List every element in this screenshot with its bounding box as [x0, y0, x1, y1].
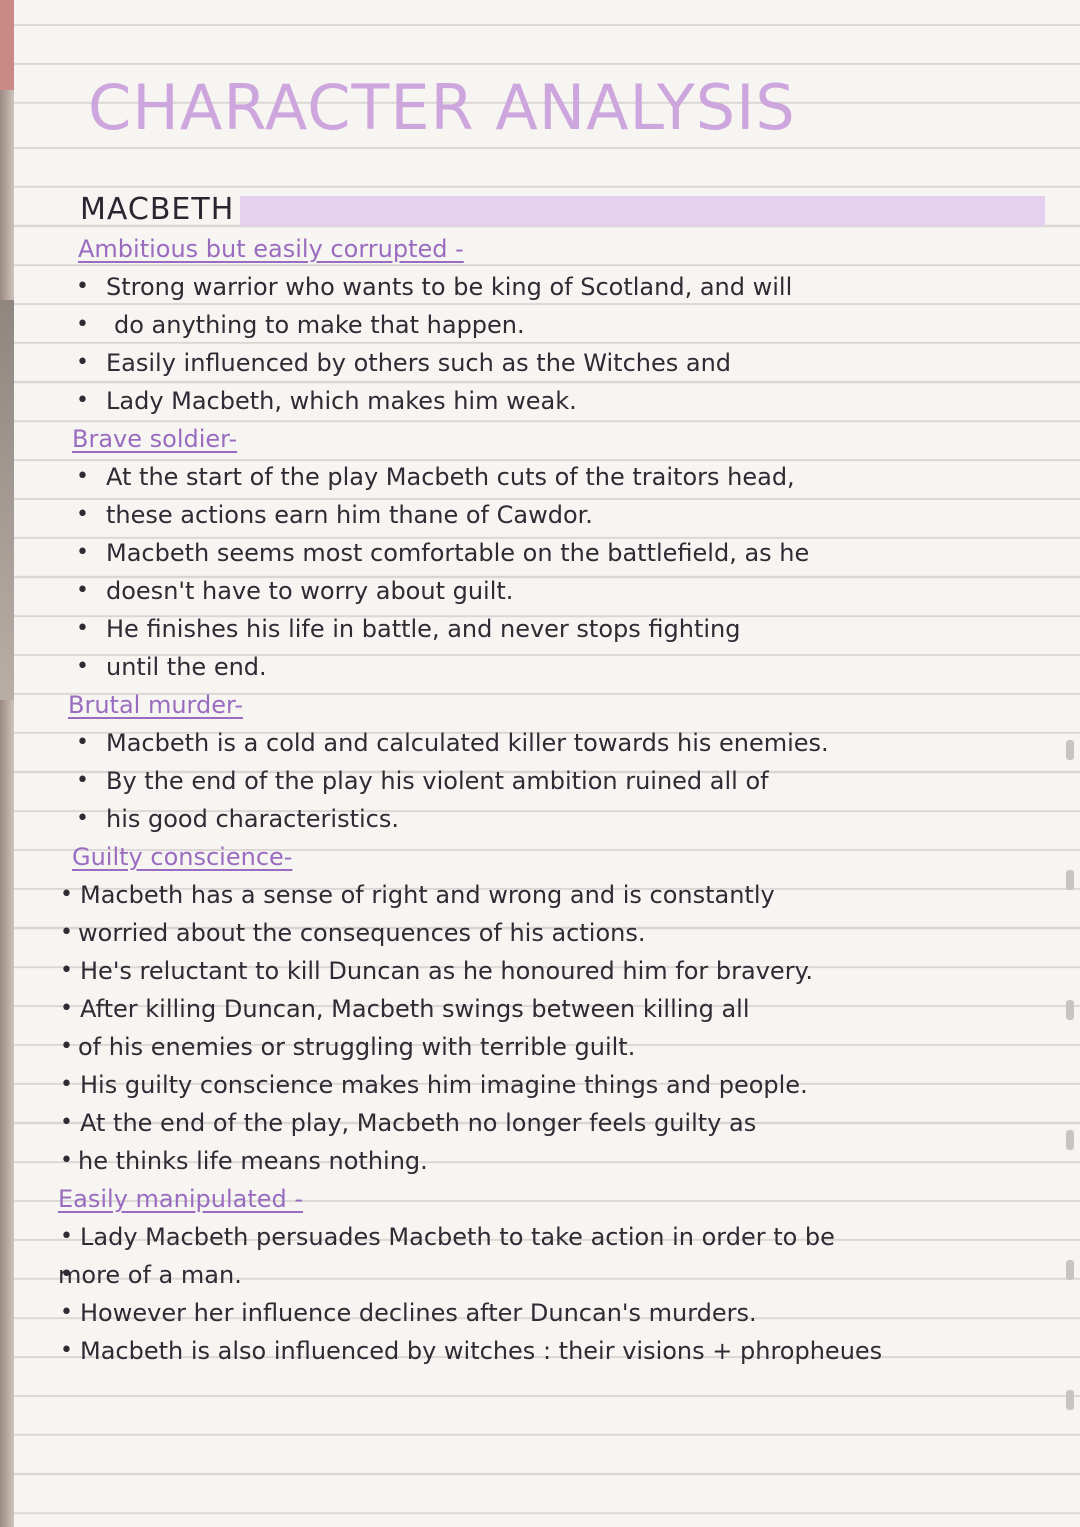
note-line: Lady Macbeth persuades Macbeth to take action in order to be [80, 1223, 835, 1251]
note-line: His guilty conscience makes him imagine things and people. [80, 1071, 808, 1099]
note-line: of his enemies or struggling with terrible guilt. [78, 1033, 636, 1061]
note-bullet [58, 1104, 1048, 1142]
note-continuation [58, 914, 1048, 952]
note-line: these actions earn him thane of Cawdor. [106, 501, 593, 529]
note-line: doesn't have to worry about guilt. [106, 577, 514, 605]
note-bullet [58, 1294, 1048, 1332]
note-line: At the end of the play, Macbeth no longer feels guilty as [80, 1109, 757, 1137]
note-continuation [58, 496, 1048, 534]
note-bullet [58, 458, 1048, 496]
character-heading [58, 188, 1048, 230]
note-bullet [58, 762, 1048, 800]
note-line: do anything to make that happen. [114, 311, 525, 339]
note-line: Easily influenced by others such as the Witches and [106, 349, 732, 377]
note-bullet [58, 990, 1048, 1028]
character-name: MACBETH [80, 191, 235, 227]
note-continuation [58, 1256, 1048, 1294]
note-line: Macbeth has a sense of right and wrong and is constantly [80, 881, 775, 909]
note-continuation [58, 1028, 1048, 1066]
note-line: Macbeth is a cold and calculated killer towards his enemies. [106, 729, 829, 757]
note-line: worried about the consequences of his actions. [78, 919, 646, 947]
section-heading: Ambitious but easily corrupted - [78, 235, 464, 263]
section-heading: Brutal murder- [68, 691, 243, 719]
note-line: he thinks life means nothing. [78, 1147, 428, 1175]
note-line: until the end. [106, 653, 267, 681]
note-bullet [58, 876, 1048, 914]
notebook-ring [1066, 1000, 1074, 1020]
note-line: By the end of the play his violent ambition ruined all of [106, 767, 769, 795]
note-line: Lady Macbeth, which makes him weak. [106, 387, 577, 415]
notes-content [58, 188, 1048, 1370]
note-line: At the start of the play Macbeth cuts of the traitors head, [106, 463, 795, 491]
note-bullet [58, 534, 1048, 572]
note-line: Strong warrior who wants to be king of Scotland, and will [106, 273, 793, 301]
note-line: He's reluctant to kill Duncan as he honoured him for bravery. [80, 957, 813, 985]
note-continuation [58, 648, 1048, 686]
notebook-ring [1066, 1260, 1074, 1280]
page-title: CHARACTER ANALYSIS [88, 71, 796, 144]
note-continuation [58, 800, 1048, 838]
note-line: He finishes his life in battle, and never stops fighting [106, 615, 741, 643]
note-bullet [58, 952, 1048, 990]
notebook-ring [1066, 1130, 1074, 1150]
binding-strip [0, 0, 14, 1527]
note-line: more of a man. [58, 1261, 242, 1289]
note-continuation [58, 1142, 1048, 1180]
note-continuation [58, 572, 1048, 610]
note-line: However her influence declines after Duncan's murders. [80, 1299, 757, 1327]
note-line: Macbeth is also influenced by witches : their visions + phropheues [80, 1337, 883, 1365]
section-heading: Easily manipulated - [58, 1185, 304, 1213]
note-line: his good characteristics. [106, 805, 399, 833]
section-heading: Brave soldier- [72, 425, 238, 453]
note-bullet [58, 268, 1048, 306]
notebook-ring [1066, 1390, 1074, 1410]
note-line: Macbeth seems most comfortable on the battlefield, as he [106, 539, 810, 567]
note-bullet [58, 1332, 1048, 1370]
notebook-ring [1066, 740, 1074, 760]
note-bullet [58, 610, 1048, 648]
notebook-ring [1066, 870, 1074, 890]
note-bullet [58, 1218, 1048, 1256]
note-continuation [58, 382, 1048, 420]
section-heading: Guilty conscience- [72, 843, 293, 871]
note-bullet [58, 724, 1048, 762]
note-continuation [58, 306, 1048, 344]
highlighter-mark [240, 196, 1045, 226]
note-line: After killing Duncan, Macbeth swings between killing all [80, 995, 750, 1023]
note-bullet [58, 1066, 1048, 1104]
note-bullet [58, 344, 1048, 382]
